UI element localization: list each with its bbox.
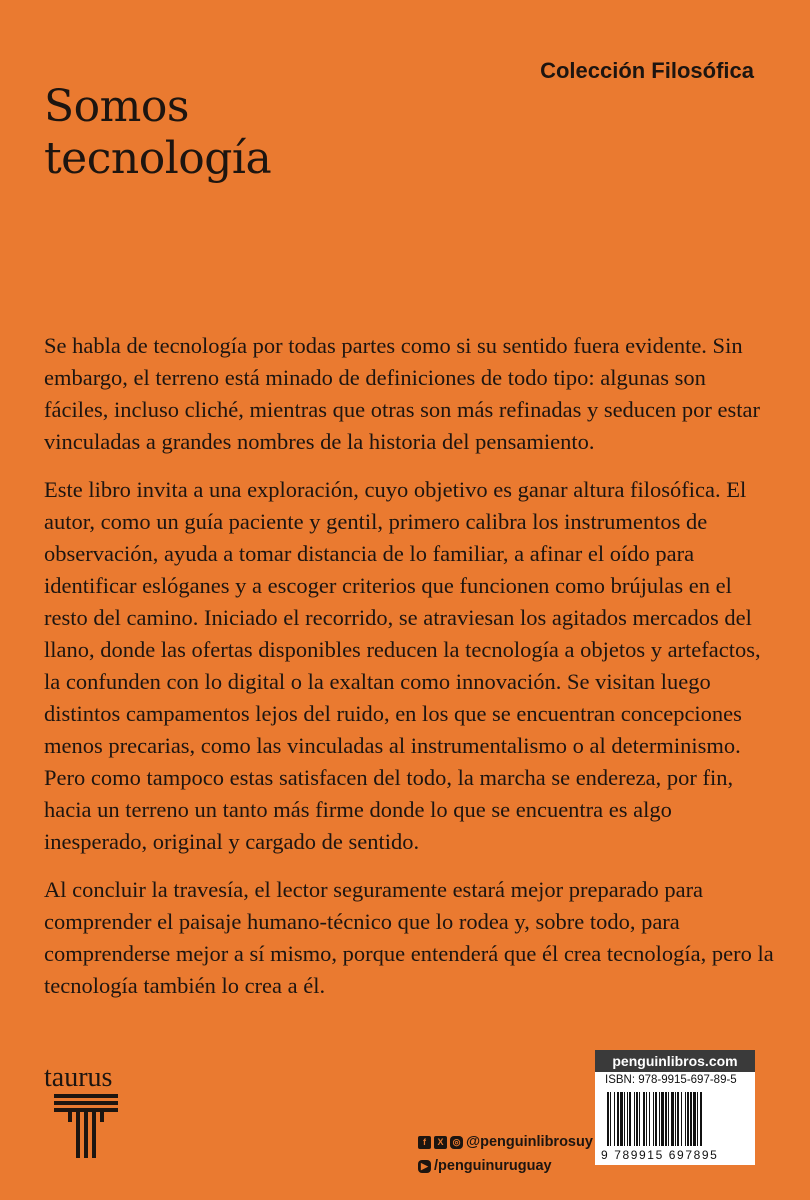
youtube-row [418, 1154, 593, 1178]
synopsis-paragraph-1: Se habla de tecnología por todas partes como si su sentido fuera evidente. Sin embargo, el terreno está minado de definiciones de todo tipo: algunas son fáciles, incluso cliché, mientras que otras son más refinadas y seducen por estar vinculadas a grandes nombres de la historia del pensamiento. [44, 333, 761, 454]
isbn-number: ISBN: 978-9915-697-89-5 [605, 1074, 737, 1086]
isbn-block [595, 1050, 755, 1165]
title-line-1: Somos [44, 81, 189, 133]
publisher-name: taurus [44, 1062, 113, 1093]
synopsis-paragraph-3: Al concluir la travesía, el lector seguramente estará mejor preparado para comprender el paisaje humano-técnico que lo rodea y, sobre todo, para comprenderse mejor a sí mismo, porque entenderá que él crea tecnología, pero la tecnología también lo crea a él. [44, 877, 774, 998]
youtube-handle[interactable]: /penguinuruguay [434, 1158, 552, 1174]
youtube-icon[interactable]: ▶ [418, 1160, 431, 1173]
facebook-icon[interactable]: f [418, 1136, 431, 1149]
x-icon[interactable]: X [434, 1136, 447, 1149]
social-links [418, 1130, 593, 1178]
social-row [418, 1130, 593, 1154]
taurus-logo-icon [54, 1094, 118, 1158]
collection-name: Colección Filosófica [540, 58, 754, 83]
synopsis-paragraph-2: Este libro invita a una exploración, cuyo objetivo es ganar altura filosófica. El autor, como un guía paciente y gentil, primero calibra los instrumentos de observación, ayuda a tomar distancia de lo familiar, a afinar el oído para identificar eslóganes y a escoger criterios que funcionen como brújulas en el resto del camino. Iniciado el recorrido, se atraviesan los agitados mercados del llano, donde las ofertas disponibles reducen la tecnología a objetos y artefactos, la confunden con lo digital o la exaltan como innovación. Se visitan luego distintos campamentos lejos del ruido, en los que se encuentran concepciones menos precarias, como las vinculadas al instrumentalismo o al determinismo. Pero como tampoco estas satisfacen del todo, la marcha se endereza, por fin, hacia un terreno un tanto más firme donde lo que se encuentra es algo inesperado, original y cargado de sentido. [44, 477, 761, 854]
barcode-digits: 9 789915 697895 [601, 1148, 719, 1162]
title-line-2: tecnología [44, 133, 272, 185]
synopsis [44, 330, 774, 1018]
barcode-panel [595, 1072, 755, 1165]
barcode [603, 1092, 747, 1148]
book-title [44, 81, 271, 185]
instagram-icon[interactable]: ◎ [450, 1136, 463, 1149]
social-handle[interactable]: @penguinlibrosuy [466, 1134, 593, 1150]
website-label: penguinlibros.com [595, 1050, 755, 1072]
